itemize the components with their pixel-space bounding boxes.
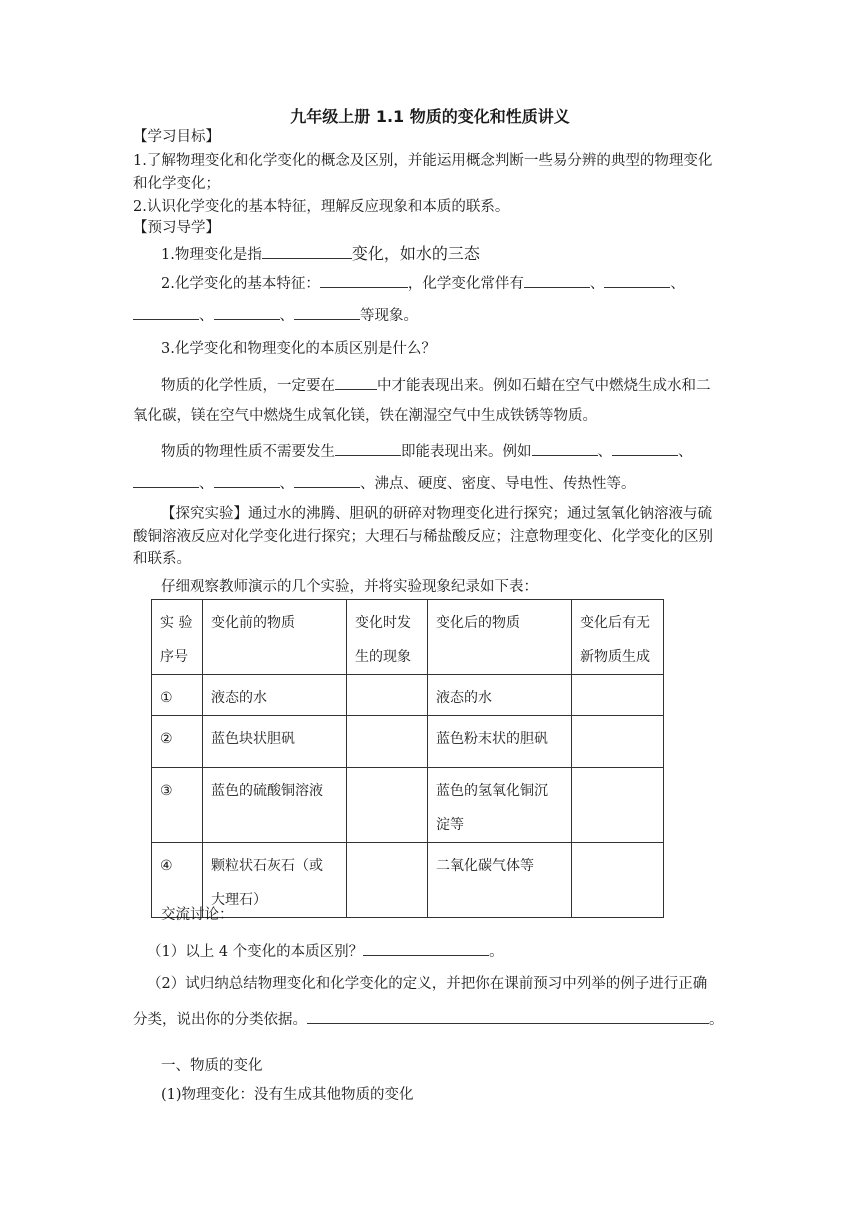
experiment-line1: 【探究实验】通过水的沸腾、胆矾的研碎对物理变化进行探究；通过氢氧化钠溶液与硫 (161, 506, 712, 522)
q1-prefix: 1.物理变化是指 (161, 247, 262, 263)
separator: 、 (199, 308, 214, 324)
preview-q3: 3.化学变化和物理变化的本质区别是什么？ (161, 341, 436, 357)
period: 。 (489, 944, 504, 960)
phys-prop-line1 (161, 440, 693, 462)
header-cell: 实 验 序号 (152, 600, 203, 675)
objective-1-line2: 和化学变化； (133, 176, 220, 192)
answer-blank[interactable] (335, 440, 401, 456)
table-cell: 蓝色的硫酸铜溶液 (203, 768, 347, 843)
experiment-line2: 酸铜溶液反应对化学变化进行探究；大理石与稀盐酸反应；注意物理变化、化学变化的区别 (133, 529, 713, 545)
answer-blank[interactable] (604, 272, 670, 288)
table-cell-input[interactable] (347, 675, 428, 716)
objective-1-line1: 1.了解物理变化和化学变化的概念及区别，并能运用概念判断一些易分辨的典型的物理变化 (133, 153, 713, 169)
experiment-observe: 仔细观察教师演示的几个实验，并将实验现象纪录如下表： (161, 579, 538, 595)
phys-prop-end: 、沸点、硬度、密度、导电性、传热性等。 (360, 476, 636, 492)
table-cell-input[interactable] (572, 843, 664, 918)
table-cell-input[interactable] (572, 716, 664, 768)
table-cell: ③ (152, 768, 203, 843)
objectives-heading: 【学习目标】 (133, 129, 220, 145)
objective-2: 2.认识化学变化的基本特征，理解反应现象和本质的联系。 (133, 199, 510, 215)
table-cell: 液态的水 (428, 675, 572, 716)
answer-blank[interactable] (307, 1008, 709, 1024)
answer-blank[interactable] (214, 304, 280, 320)
table-cell: ② (152, 716, 203, 768)
q1-suffix: 变化，如水的三态 (351, 244, 480, 263)
preview-heading: 【预习导学】 (133, 220, 220, 236)
answer-blank[interactable] (262, 243, 352, 259)
discussion-q1 (147, 940, 504, 962)
separator: 、 (279, 476, 294, 492)
answer-blank[interactable] (294, 472, 360, 488)
chem-prop-line2: 氧化碳，镁在空气中燃烧生成氧化镁，铁在潮湿空气中生成铁锈等物质。 (133, 408, 597, 424)
phys-prop-b: 即能表现出来。例如 (401, 444, 532, 460)
table-header-row (152, 600, 664, 675)
preview-q2-line2 (133, 304, 418, 326)
separator: 、 (589, 276, 605, 292)
table-cell-input[interactable] (572, 675, 664, 716)
preview-q2 (161, 272, 685, 294)
discussion-q2-text: 分类，说出你的分类依据。 (133, 1012, 307, 1028)
answer-blank[interactable] (524, 272, 590, 288)
separator: 、 (678, 444, 693, 460)
chem-prop-a: 物质的化学性质，一定要在 (161, 378, 335, 394)
separator: 、 (279, 308, 294, 324)
discussion-q2-line2 (133, 1008, 724, 1030)
answer-blank[interactable] (320, 272, 408, 288)
header-cell: 变化前的物质 (203, 600, 347, 675)
phys-prop-a: 物质的物理性质不需要发生 (161, 444, 335, 460)
section-heading: 一、物质的变化 (161, 1058, 263, 1074)
discussion-heading: 交流讨论： (161, 907, 234, 923)
experiment-line3: 和联系。 (133, 551, 191, 567)
answer-blank[interactable] (335, 374, 377, 390)
period: 。 (709, 1012, 724, 1028)
table-cell: ① (152, 675, 203, 716)
q2-end: 等现象。 (360, 308, 418, 324)
chem-prop-b: 中才能表现出来。例如石蜡在空气中燃烧生成水和二 (377, 378, 711, 394)
answer-blank[interactable] (133, 304, 199, 320)
table-cell-input[interactable] (572, 768, 664, 843)
table-cell: 蓝色粉末状的胆矾 (428, 716, 572, 768)
q2-mid: ，化学变化常伴有 (407, 276, 524, 292)
separator: 、 (670, 276, 685, 292)
answer-blank[interactable] (363, 940, 489, 956)
answer-blank[interactable] (214, 472, 280, 488)
table-cell: 蓝色块状胆矾 (203, 716, 347, 768)
answer-blank[interactable] (532, 440, 598, 456)
page-title: 九年级上册 1.1 物质的变化和性质讲义 (290, 107, 570, 126)
table-cell: 颗粒状石灰石（或 大理石） (203, 843, 347, 918)
table-cell: 二氧化碳气体等 (428, 843, 572, 918)
table-row (152, 716, 664, 768)
answer-blank[interactable] (133, 472, 199, 488)
header-cell: 变化后有无 新物质生成 (572, 600, 664, 675)
phys-prop-line2 (133, 472, 636, 494)
table-cell: 液态的水 (203, 675, 347, 716)
preview-q1 (161, 243, 480, 265)
table-cell-input[interactable] (347, 843, 428, 918)
separator: 、 (199, 476, 214, 492)
experiment-table (151, 599, 664, 918)
discussion-q2-line1: （2）试归纳总结物理变化和化学变化的定义，并把你在课前预习中列举的例子进行正确 (147, 976, 708, 992)
table-row (152, 675, 664, 716)
table-cell: ④ (152, 843, 203, 918)
separator: 、 (597, 444, 612, 460)
table-cell: 蓝色的氢氧化铜沉 淀等 (428, 768, 572, 843)
chem-prop-line1 (161, 374, 711, 396)
header-cell: 变化后的物质 (428, 600, 572, 675)
table-cell-input[interactable] (347, 716, 428, 768)
section-item-1: (1)物理变化：没有生成其他物质的变化 (161, 1087, 414, 1103)
discussion-q1-text: （1）以上 4 个变化的本质区别？ (147, 944, 364, 960)
answer-blank[interactable] (612, 440, 678, 456)
q2-prefix: 2.化学变化的基本特征： (161, 276, 320, 292)
header-cell: 变化时发 生的现象 (347, 600, 428, 675)
table-row (152, 768, 664, 843)
answer-blank[interactable] (294, 304, 360, 320)
table-cell-input[interactable] (347, 768, 428, 843)
